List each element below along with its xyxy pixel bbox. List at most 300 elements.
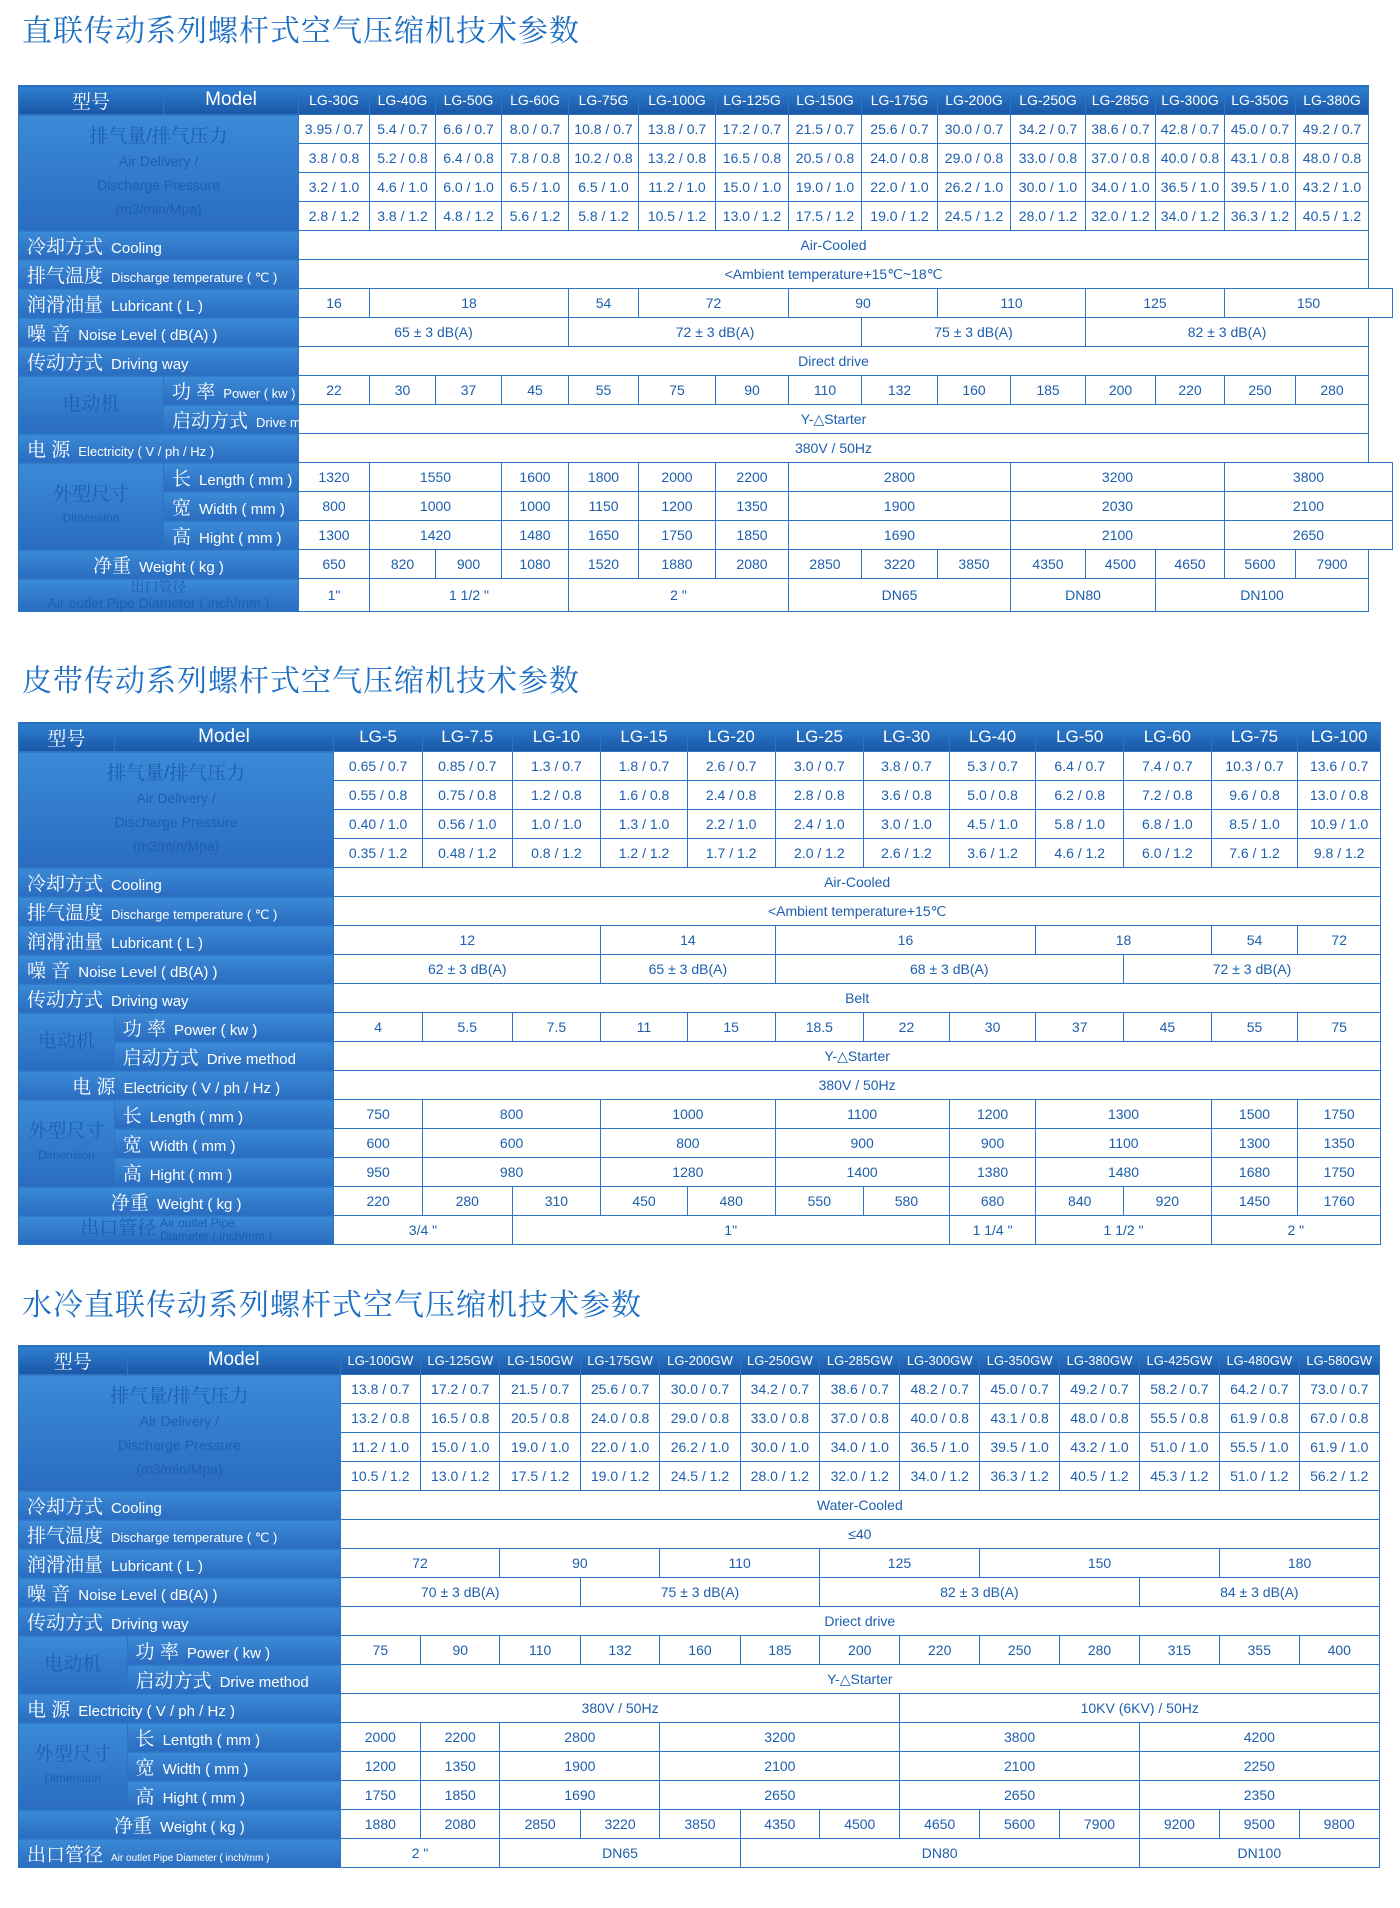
cooling-label: 冷却方式 Cooling <box>19 868 334 897</box>
air-cell: 25.6 / 0.7 <box>580 1375 659 1404</box>
model-name: LG-350G <box>1225 86 1296 115</box>
discharge-temp-row <box>19 1520 1380 1549</box>
air-cell: 5.4 / 0.7 <box>370 115 436 144</box>
power-cell: 75 <box>340 1636 420 1665</box>
air-cell: 8.0 / 0.7 <box>502 115 569 144</box>
air-cell: 3.0 / 0.7 <box>775 752 864 781</box>
driving-value: Driect drive <box>340 1607 1379 1636</box>
air-cell: 30.0 / 1.0 <box>1011 173 1086 202</box>
weight-cell: 820 <box>370 550 436 579</box>
air-cell: 26.2 / 1.0 <box>938 173 1011 202</box>
lubricant-cell: 16 <box>775 926 1036 955</box>
model-name: LG-7.5 <box>422 723 512 752</box>
air-cell: 1.3 / 1.0 <box>601 810 688 839</box>
driving-value: Belt <box>334 984 1381 1013</box>
lubricant-label: 润滑油量 Lubricant ( L ) <box>19 289 299 318</box>
power-cell: 220 <box>1156 376 1225 405</box>
length-cell: 1800 <box>569 463 639 492</box>
length-cell: 750 <box>334 1100 423 1129</box>
air-cell: 5.2 / 0.8 <box>370 144 436 173</box>
cooling-value: Air-Cooled <box>334 868 1381 897</box>
noise-cell: 62 ± 3 dB(A) <box>334 955 601 984</box>
power-cell: 110 <box>500 1636 580 1665</box>
air-cell: 49.2 / 0.7 <box>1060 1375 1139 1404</box>
weight-cell: 4500 <box>1086 550 1156 579</box>
weight-cell: 1520 <box>569 550 639 579</box>
power-cell: 7.5 <box>512 1013 601 1042</box>
air-delivery-label: 排气量/排气压力 Air Delivery / Discharge Pressure (m3/min/Mpa) <box>19 1375 341 1491</box>
outlet-cell: DN100 <box>1156 579 1369 612</box>
air-cell: 4.6 / 1.0 <box>370 173 436 202</box>
electricity-row <box>19 434 1393 463</box>
length-cell: 3200 <box>660 1723 900 1752</box>
weight-row <box>19 1810 1380 1839</box>
model-name: LG-425GW <box>1139 1346 1219 1375</box>
air-cell: 0.85 / 0.7 <box>422 752 512 781</box>
width-cell: 800 <box>299 492 370 521</box>
air-cell: 61.9 / 0.8 <box>1220 1404 1299 1433</box>
power-label: 功 率 Power ( kw ) <box>114 1013 334 1042</box>
air-cell: 6.0 / 1.2 <box>1124 839 1212 868</box>
air-cell: 6.8 / 1.0 <box>1124 810 1212 839</box>
model-name: LG-75G <box>569 86 639 115</box>
model-name: LG-50G <box>436 86 502 115</box>
height-cell: 2650 <box>660 1781 900 1810</box>
noise-cell: 75 ± 3 dB(A) <box>580 1578 819 1607</box>
outlet-cell: 2 " <box>569 579 789 612</box>
outlet-row <box>19 1216 1381 1245</box>
noise-cell: 72 ± 3 dB(A) <box>1124 955 1381 984</box>
weight-label: 净重 Weight ( kg ) <box>19 1187 334 1216</box>
electricity-label: 电 源 Electricity ( V / ph / Hz ) <box>19 1694 341 1723</box>
outlet-cell: DN65 <box>789 579 1011 612</box>
length-cell: 2000 <box>639 463 716 492</box>
model-name: LG-285G <box>1086 86 1156 115</box>
air-cell: 4.8 / 1.2 <box>436 202 502 231</box>
air-cell: 10.5 / 1.2 <box>340 1462 420 1491</box>
air-cell: 22.0 / 1.0 <box>862 173 938 202</box>
air-delivery-row <box>19 1375 1380 1404</box>
model-name: LG-380GW <box>1060 1346 1139 1375</box>
air-cell: 56.2 / 1.2 <box>1299 1462 1379 1491</box>
air-cell: 11.2 / 1.0 <box>340 1433 420 1462</box>
air-cell: 61.9 / 1.0 <box>1299 1433 1379 1462</box>
noise-row <box>19 955 1381 984</box>
width-cell: 900 <box>775 1129 949 1158</box>
weight-cell: 580 <box>864 1187 950 1216</box>
electricity-cell: 10KV (6KV) / 50Hz <box>900 1694 1380 1723</box>
driving-label: 传动方式 Driving way <box>19 984 334 1013</box>
model-name: LG-300GW <box>900 1346 979 1375</box>
power-cell: 185 <box>1011 376 1086 405</box>
power-label: 功 率 Power ( kw ) <box>164 376 299 405</box>
motor-power-row <box>19 1636 1380 1665</box>
power-cell: 280 <box>1060 1636 1139 1665</box>
air-cell: 38.6 / 0.7 <box>1086 115 1156 144</box>
width-cell: 2250 <box>1139 1752 1379 1781</box>
power-cell: 5.5 <box>422 1013 512 1042</box>
air-cell: 0.35 / 1.2 <box>334 839 423 868</box>
height-label: 高 Hight ( mm ) <box>164 521 299 550</box>
lubricant-cell: 12 <box>334 926 601 955</box>
air-cell: 36.3 / 1.2 <box>1225 202 1296 231</box>
air-cell: 34.2 / 0.7 <box>1011 115 1086 144</box>
section-title: 皮带传动系列螺杆式空气压缩机技术参数 <box>22 664 580 699</box>
power-cell: 75 <box>1298 1013 1381 1042</box>
air-delivery-label: 排气量/排气压力 Air Delivery / Discharge Pressure (m3/min/Mpa) <box>19 752 334 868</box>
lubricant-cell: 150 <box>1225 289 1393 318</box>
discharge-temp-value: ≤40 <box>340 1520 1379 1549</box>
model-name: LG-480GW <box>1220 1346 1299 1375</box>
width-cell: 1900 <box>500 1752 660 1781</box>
length-cell: 1320 <box>299 463 370 492</box>
start-value: Y-△Starter <box>340 1665 1379 1694</box>
power-cell: 200 <box>820 1636 900 1665</box>
model-label-zh: 型号 <box>19 86 164 115</box>
air-cell: 13.0 / 0.8 <box>1298 781 1381 810</box>
power-label: 功 率 Power ( kw ) <box>127 1636 340 1665</box>
weight-cell: 1880 <box>340 1810 420 1839</box>
power-cell: 11 <box>601 1013 688 1042</box>
air-cell: 6.2 / 0.8 <box>1036 781 1124 810</box>
length-cell: 2000 <box>340 1723 420 1752</box>
model-label-en: Model <box>114 723 334 752</box>
spec-table-belt-drive <box>18 722 1381 1245</box>
lubricant-cell: 125 <box>1086 289 1225 318</box>
air-cell: 9.6 / 0.8 <box>1211 781 1298 810</box>
length-cell: 2200 <box>716 463 789 492</box>
length-cell: 1600 <box>502 463 569 492</box>
air-cell: 7.8 / 0.8 <box>502 144 569 173</box>
air-cell: 32.0 / 1.2 <box>820 1462 900 1491</box>
air-cell: 55.5 / 1.0 <box>1220 1433 1299 1462</box>
model-name: LG-380G <box>1296 86 1369 115</box>
width-cell: 1350 <box>421 1752 500 1781</box>
electricity-row <box>19 1694 1380 1723</box>
air-cell: 40.5 / 1.2 <box>1296 202 1369 231</box>
air-cell: 1.0 / 1.0 <box>512 810 601 839</box>
air-cell: 34.0 / 1.0 <box>1086 173 1156 202</box>
model-label-en: Model <box>127 1346 340 1375</box>
model-name: LG-100GW <box>340 1346 420 1375</box>
width-cell: 600 <box>334 1129 423 1158</box>
weight-cell: 4650 <box>1156 550 1225 579</box>
discharge-temp-row <box>19 260 1393 289</box>
weight-cell: 550 <box>775 1187 864 1216</box>
weight-cell: 2080 <box>421 1810 500 1839</box>
dim-height-row <box>19 1158 1381 1187</box>
dimension-label: 外型尺寸 Dimension <box>19 1100 115 1187</box>
air-cell: 29.0 / 0.8 <box>660 1404 740 1433</box>
power-cell: 355 <box>1220 1636 1299 1665</box>
model-name: LG-300G <box>1156 86 1225 115</box>
weight-cell: 1450 <box>1211 1187 1298 1216</box>
air-cell: 17.5 / 1.2 <box>500 1462 580 1491</box>
width-cell: 1100 <box>1036 1129 1211 1158</box>
driving-label: 传动方式 Driving way <box>19 1607 341 1636</box>
model-name: LG-100G <box>639 86 716 115</box>
lubricant-cell: 18 <box>1036 926 1211 955</box>
power-cell: 185 <box>740 1636 819 1665</box>
weight-cell: 480 <box>687 1187 775 1216</box>
model-name: LG-150GW <box>500 1346 580 1375</box>
driving-value: Direct drive <box>299 347 1369 376</box>
motor-label: 电动机 <box>19 376 164 434</box>
height-cell: 2650 <box>900 1781 1139 1810</box>
model-name: LG-20 <box>687 723 775 752</box>
outlet-cell: 3/4 " <box>334 1216 512 1245</box>
air-cell: 24.5 / 1.2 <box>938 202 1011 231</box>
discharge-temp-value: <Ambient temperature+15℃~18℃ <box>299 260 1369 289</box>
air-cell: 43.2 / 1.0 <box>1060 1433 1139 1462</box>
cooling-label: 冷却方式 Cooling <box>19 1491 341 1520</box>
weight-cell: 9800 <box>1299 1810 1379 1839</box>
air-cell: 19.0 / 1.2 <box>580 1462 659 1491</box>
noise-label: 噪 音 Noise Level ( dB(A) ) <box>19 955 334 984</box>
width-cell: 2100 <box>660 1752 900 1781</box>
discharge-temp-label: 排气温度 Discharge temperature ( ℃ ) <box>19 897 334 926</box>
power-cell: 75 <box>639 376 716 405</box>
weight-label: 净重 Weight ( kg ) <box>19 550 299 579</box>
air-cell: 0.40 / 1.0 <box>334 810 423 839</box>
noise-cell: 84 ± 3 dB(A) <box>1139 1578 1379 1607</box>
height-cell: 1280 <box>601 1158 775 1187</box>
header-row <box>19 1346 1380 1375</box>
outlet-cell: 1" <box>299 579 370 612</box>
lubricant-row <box>19 289 1393 318</box>
air-cell: 1.7 / 1.2 <box>687 839 775 868</box>
air-cell: 2.8 / 0.8 <box>775 781 864 810</box>
height-cell: 1650 <box>569 521 639 550</box>
air-cell: 34.0 / 1.0 <box>820 1433 900 1462</box>
lubricant-cell: 125 <box>820 1549 980 1578</box>
weight-cell: 310 <box>512 1187 601 1216</box>
air-cell: 2.4 / 0.8 <box>687 781 775 810</box>
air-cell: 17.5 / 1.2 <box>789 202 862 231</box>
weight-cell: 1880 <box>639 550 716 579</box>
height-cell: 980 <box>422 1158 600 1187</box>
weight-cell: 4500 <box>820 1810 900 1839</box>
air-cell: 17.2 / 0.7 <box>421 1375 500 1404</box>
electricity-row <box>19 1071 1381 1100</box>
air-cell: 3.2 / 1.0 <box>299 173 370 202</box>
model-name: LG-100 <box>1298 723 1381 752</box>
outlet-label: 出口管径 Air outlet Pipe Diameter ( inch/mm ) <box>19 579 299 612</box>
weight-row <box>19 550 1393 579</box>
air-cell: 3.8 / 1.2 <box>370 202 436 231</box>
model-name: LG-10 <box>512 723 601 752</box>
air-cell: 13.2 / 0.8 <box>340 1404 420 1433</box>
outlet-cell: DN80 <box>740 1839 1139 1868</box>
discharge-temp-row <box>19 897 1381 926</box>
air-cell: 10.2 / 0.8 <box>569 144 639 173</box>
air-cell: 34.0 / 1.2 <box>1156 202 1225 231</box>
lubricant-cell: 16 <box>299 289 370 318</box>
width-cell: 2030 <box>1011 492 1225 521</box>
weight-cell: 280 <box>422 1187 512 1216</box>
noise-row <box>19 1578 1380 1607</box>
power-cell: 90 <box>421 1636 500 1665</box>
lubricant-cell: 180 <box>1220 1549 1380 1578</box>
air-cell: 6.0 / 1.0 <box>436 173 502 202</box>
width-label: 宽 Width ( mm ) <box>114 1129 334 1158</box>
height-cell: 1750 <box>340 1781 420 1810</box>
lubricant-label: 润滑油量 Lubricant ( L ) <box>19 1549 341 1578</box>
air-delivery-row <box>19 752 1381 781</box>
outlet-row <box>19 1839 1380 1868</box>
weight-cell: 4650 <box>900 1810 979 1839</box>
power-cell: 250 <box>979 1636 1059 1665</box>
model-name: LG-350GW <box>979 1346 1059 1375</box>
weight-cell: 3220 <box>862 550 938 579</box>
length-cell: 1200 <box>949 1100 1036 1129</box>
air-cell: 42.8 / 0.7 <box>1156 115 1225 144</box>
dim-width-row <box>19 1752 1380 1781</box>
height-cell: 1850 <box>421 1781 500 1810</box>
air-cell: 4.5 / 1.0 <box>949 810 1036 839</box>
length-cell: 3200 <box>1011 463 1225 492</box>
air-cell: 25.6 / 0.7 <box>862 115 938 144</box>
weight-cell: 4350 <box>1011 550 1086 579</box>
air-cell: 45.3 / 1.2 <box>1139 1462 1219 1491</box>
air-cell: 0.56 / 1.0 <box>422 810 512 839</box>
air-cell: 30.0 / 0.7 <box>660 1375 740 1404</box>
length-cell: 1000 <box>601 1100 775 1129</box>
air-cell: 6.6 / 0.7 <box>436 115 502 144</box>
air-cell: 10.8 / 0.7 <box>569 115 639 144</box>
air-cell: 13.0 / 1.2 <box>716 202 789 231</box>
dim-height-row <box>19 1781 1380 1810</box>
air-cell: 15.0 / 1.0 <box>716 173 789 202</box>
lubricant-cell: 72 <box>639 289 789 318</box>
power-cell: 45 <box>1124 1013 1212 1042</box>
noise-cell: 75 ± 3 dB(A) <box>862 318 1086 347</box>
model-name: LG-15 <box>601 723 688 752</box>
lubricant-cell: 110 <box>660 1549 820 1578</box>
height-label: 高 Hight ( mm ) <box>114 1158 334 1187</box>
width-cell: 1200 <box>340 1752 420 1781</box>
weight-cell: 840 <box>1036 1187 1124 1216</box>
air-cell: 3.8 / 0.8 <box>299 144 370 173</box>
height-cell: 1680 <box>1211 1158 1298 1187</box>
air-cell: 37.0 / 0.8 <box>820 1404 900 1433</box>
motor-power-row <box>19 1013 1381 1042</box>
air-cell: 7.4 / 0.7 <box>1124 752 1212 781</box>
model-name: LG-125GW <box>421 1346 500 1375</box>
air-cell: 6.5 / 1.0 <box>502 173 569 202</box>
model-name: LG-40 <box>949 723 1036 752</box>
height-cell: 2650 <box>1225 521 1393 550</box>
header-row <box>19 86 1393 115</box>
air-cell: 73.0 / 0.7 <box>1299 1375 1379 1404</box>
electricity-label: 电 源 Electricity ( V / ph / Hz ) <box>19 1071 334 1100</box>
width-cell: 1150 <box>569 492 639 521</box>
cooling-value: Water-Cooled <box>340 1491 1379 1520</box>
air-cell: 5.8 / 1.0 <box>1036 810 1124 839</box>
height-cell: 2100 <box>1011 521 1225 550</box>
weight-cell: 2850 <box>789 550 862 579</box>
air-delivery-row <box>19 115 1393 144</box>
weight-cell: 1760 <box>1298 1187 1381 1216</box>
air-cell: 40.0 / 0.8 <box>1156 144 1225 173</box>
height-cell: 1850 <box>716 521 789 550</box>
air-cell: 21.5 / 0.7 <box>789 115 862 144</box>
air-cell: 49.2 / 0.7 <box>1296 115 1369 144</box>
air-cell: 24.5 / 1.2 <box>660 1462 740 1491</box>
air-cell: 13.2 / 0.8 <box>639 144 716 173</box>
model-label-zh: 型号 <box>19 1346 128 1375</box>
dim-length-row <box>19 1723 1380 1752</box>
height-cell: 1480 <box>1036 1158 1211 1187</box>
width-cell: 1350 <box>716 492 789 521</box>
model-name: LG-75 <box>1211 723 1298 752</box>
air-cell: 2.2 / 1.0 <box>687 810 775 839</box>
air-cell: 29.0 / 0.8 <box>938 144 1011 173</box>
air-cell: 0.48 / 1.2 <box>422 839 512 868</box>
weight-cell: 3850 <box>938 550 1011 579</box>
section-title: 水冷直联传动系列螺杆式空气压缩机技术参数 <box>22 1288 642 1323</box>
air-cell: 5.0 / 0.8 <box>949 781 1036 810</box>
air-cell: 19.0 / 1.2 <box>862 202 938 231</box>
power-cell: 90 <box>716 376 789 405</box>
lubricant-cell: 14 <box>601 926 775 955</box>
air-cell: 28.0 / 1.2 <box>740 1462 819 1491</box>
lubricant-cell: 150 <box>979 1549 1219 1578</box>
weight-cell: 650 <box>299 550 370 579</box>
discharge-temp-value: <Ambient temperature+15℃ <box>334 897 1381 926</box>
air-cell: 2.8 / 1.2 <box>299 202 370 231</box>
air-cell: 16.5 / 0.8 <box>421 1404 500 1433</box>
length-label: 长 Lentgth ( mm ) <box>127 1723 340 1752</box>
driving-row <box>19 347 1393 376</box>
model-name: LG-50 <box>1036 723 1124 752</box>
width-cell: 1350 <box>1298 1129 1381 1158</box>
model-name: LG-30 <box>864 723 950 752</box>
air-cell: 2.6 / 0.7 <box>687 752 775 781</box>
outlet-label: 出口管径 Air outlet Pipe Diameter ( inch/mm ) <box>19 1839 341 1868</box>
lubricant-label: 润滑油量 Lubricant ( L ) <box>19 926 334 955</box>
length-cell: 1750 <box>1298 1100 1381 1129</box>
air-cell: 13.6 / 0.7 <box>1298 752 1381 781</box>
air-cell: 43.1 / 0.8 <box>979 1404 1059 1433</box>
air-cell: 1.2 / 1.2 <box>601 839 688 868</box>
air-cell: 5.3 / 0.7 <box>949 752 1036 781</box>
width-label: 宽 Width ( mm ) <box>127 1752 340 1781</box>
width-label: 宽 Width ( mm ) <box>164 492 299 521</box>
air-cell: 0.55 / 0.8 <box>334 781 423 810</box>
width-cell: 900 <box>949 1129 1036 1158</box>
air-cell: 30.0 / 0.7 <box>938 115 1011 144</box>
lubricant-cell: 90 <box>789 289 938 318</box>
air-cell: 24.0 / 0.8 <box>580 1404 659 1433</box>
start-label: 启动方式 Drive method <box>114 1042 334 1071</box>
weight-cell: 1080 <box>502 550 569 579</box>
air-cell: 10.9 / 1.0 <box>1298 810 1381 839</box>
driving-label: 传动方式 Driving way <box>19 347 299 376</box>
power-cell: 45 <box>502 376 569 405</box>
noise-cell: 65 ± 3 dB(A) <box>299 318 569 347</box>
model-name: LG-580GW <box>1299 1346 1379 1375</box>
header-row <box>19 723 1381 752</box>
air-cell: 4.6 / 1.2 <box>1036 839 1124 868</box>
outlet-row <box>19 579 1393 612</box>
air-cell: 30.0 / 1.0 <box>740 1433 819 1462</box>
weight-cell: 450 <box>601 1187 688 1216</box>
electricity-value: 380V / 50Hz <box>334 1071 1381 1100</box>
air-cell: 51.0 / 1.2 <box>1220 1462 1299 1491</box>
air-cell: 10.5 / 1.2 <box>639 202 716 231</box>
start-value: Y-△Starter <box>334 1042 1381 1071</box>
